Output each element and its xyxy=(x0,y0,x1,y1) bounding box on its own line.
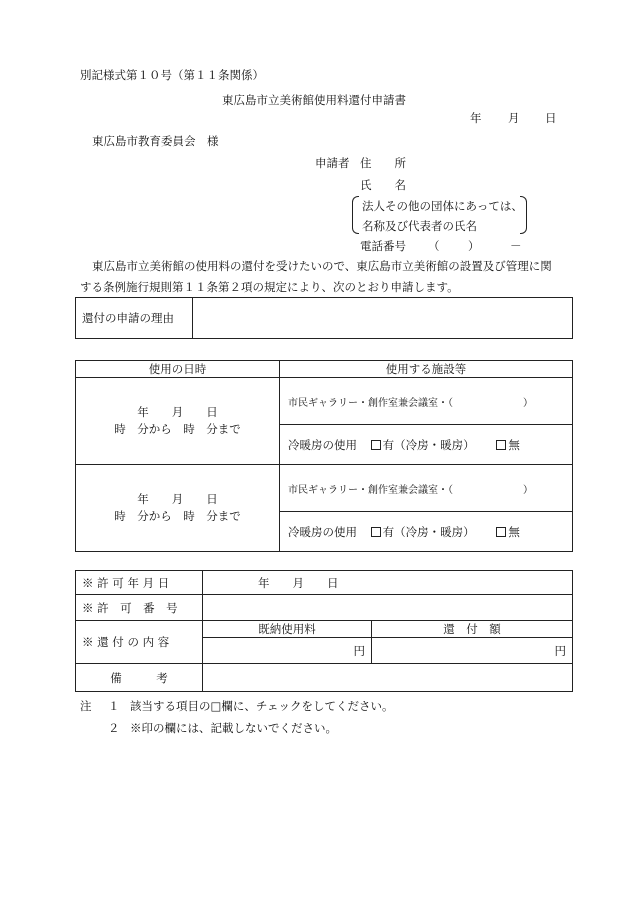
note-1-text: 該当する項目の□欄に、チェックをしてください。 xyxy=(130,699,394,713)
usage-date-1-line2: 時 分から 時 分まで xyxy=(114,422,241,436)
reason-table xyxy=(75,297,573,339)
checkbox-icon[interactable] xyxy=(371,527,381,537)
usage-date-2-line1: 年 月 日 xyxy=(137,492,218,506)
refund-amount-header: 還 付 額 xyxy=(372,621,573,638)
ac-yes-option-2[interactable]: 有（冷房・暖房） xyxy=(371,525,475,539)
permit-date-value: 年 月 日 xyxy=(203,571,573,595)
facility-close-1: ） xyxy=(523,397,533,409)
reason-label: 還付の申請の理由 xyxy=(76,298,193,339)
yen-unit: 円 xyxy=(554,643,566,658)
note-2-number: ２ xyxy=(108,721,120,735)
reason-input-cell[interactable] xyxy=(193,298,573,339)
ac-no-option-1[interactable]: 無 xyxy=(496,438,520,452)
date-month: 月 xyxy=(508,111,520,125)
corp-note-line1: 法人その他の団体にあっては、 xyxy=(362,199,523,213)
usage-ac-cell-2 xyxy=(280,512,573,552)
corp-note-line2: 名称及び代表者の氏名 xyxy=(362,219,477,233)
intro-line1: 東広島市立美術館の使用料の還付を受けたいので、東広島市立美術館の設置及び管理に関 xyxy=(92,259,552,273)
applicant-label: 申請者 xyxy=(315,156,350,170)
yen-unit: 円 xyxy=(353,643,365,658)
date-day: 日 xyxy=(545,111,557,125)
refund-amount-cell xyxy=(372,638,573,664)
right-bracket xyxy=(520,196,527,234)
note-2-text: ※印の欄には、記載しないでください。 xyxy=(130,721,337,735)
ac-label-1: 冷暖房の使用 xyxy=(288,437,357,452)
permit-number-label: ※ 許 可 番 号 xyxy=(76,595,203,621)
usage-date-2-line2: 時 分から 時 分まで xyxy=(114,509,241,523)
ac-yes-option-1[interactable]: 有（冷房・暖房） xyxy=(371,438,475,452)
usage-ac-cell-1 xyxy=(280,425,573,465)
usage-facility-header: 使用する施設等 xyxy=(280,361,573,378)
usage-date-cell-2[interactable] xyxy=(76,465,280,552)
phone-dash: － xyxy=(510,239,522,253)
checkbox-icon[interactable] xyxy=(371,440,381,450)
usage-date-cell-1[interactable] xyxy=(76,378,280,465)
usage-facility-cell-1[interactable] xyxy=(280,378,573,425)
office-use-table xyxy=(75,570,573,692)
note-1-number: １ xyxy=(108,699,120,713)
phone-paren-close: ） xyxy=(468,239,480,253)
left-bracket xyxy=(352,196,359,234)
name-label: 氏 名 xyxy=(360,178,406,192)
page-title: 東広島市立美術館使用料還付申請書 xyxy=(222,93,406,107)
paid-fee-cell xyxy=(203,638,372,664)
usage-table xyxy=(75,360,573,552)
facility-close-2: ） xyxy=(523,484,533,496)
permit-number-cell xyxy=(203,595,573,621)
phone-paren-open: （ xyxy=(428,239,440,253)
facility-text-2: 市民ギャラリー・創作室兼会議室・（ xyxy=(288,484,453,496)
notes-prefix: 注 xyxy=(80,699,92,713)
usage-date-1-line1: 年 月 日 xyxy=(137,405,218,419)
remarks-label: 備 考 xyxy=(76,664,203,692)
intro-line2: する条例施行規則第１１条第２項の規定により、次のとおり申請します。 xyxy=(80,280,459,294)
form-number: 別記様式第１０号（第１１条関係） xyxy=(80,68,264,82)
address-label: 住 所 xyxy=(360,156,406,170)
addressee: 東広島市教育委員会 様 xyxy=(92,134,219,148)
date-year: 年 xyxy=(470,111,482,125)
usage-date-header: 使用の日時 xyxy=(76,361,280,378)
facility-text-1: 市民ギャラリー・創作室兼会議室・（ xyxy=(288,397,453,409)
checkbox-icon[interactable] xyxy=(496,440,506,450)
refund-content-label: ※ 還 付 の 内 容 xyxy=(76,621,203,664)
ac-label-2: 冷暖房の使用 xyxy=(288,524,357,539)
permit-date-label: ※ 許 可 年 月 日 xyxy=(76,571,203,595)
paid-fee-header: 既納使用料 xyxy=(203,621,372,638)
usage-facility-cell-2[interactable] xyxy=(280,465,573,512)
ac-no-option-2[interactable]: 無 xyxy=(496,525,520,539)
checkbox-icon[interactable] xyxy=(496,527,506,537)
phone-label: 電話番号 xyxy=(360,239,406,253)
remarks-cell xyxy=(203,664,573,692)
